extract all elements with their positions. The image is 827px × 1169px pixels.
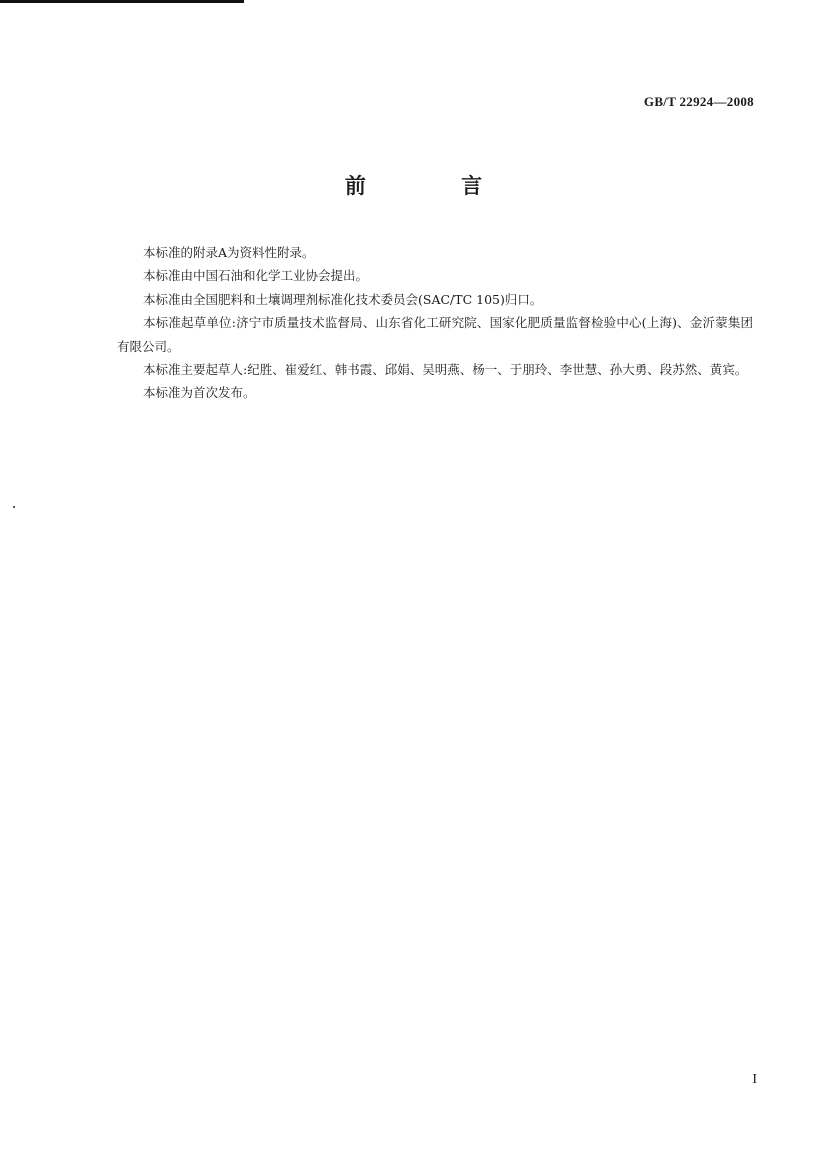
foreword-body [117, 241, 753, 405]
paragraph-proposer: 本标准由中国石油和化学工业协会提出。 [143, 268, 369, 284]
standard-code: GB/T 22924—2008 [643, 94, 754, 109]
paragraph-drafters: 本标准主要起草人:纪胜、崔爱红、韩书霞、邱娟、吴明燕、杨一、于朋玲、李世慧、孙大勇、段苏然、黄宾。 [143, 362, 748, 378]
scan-edge-mark [0, 0, 244, 3]
paragraph-committee: 本标准由全国肥料和土壤调理剂标准化技术委员会(SAC/TC 105)归口。 [143, 291, 543, 307]
paragraph-first-release: 本标准为首次发布。 [143, 385, 256, 401]
page-number: I [752, 1072, 757, 1087]
page-title: 前 言 [344, 173, 527, 198]
scan-speck [13, 506, 15, 508]
paragraph-drafting-units: 本标准起草单位:济宁市质量技术监督局、山东省化工研究院、国家化肥质量监督检验中心(上海)、金沂蒙集团有限公司。 [117, 315, 753, 354]
paragraph-annex: 本标准的附录A为资料性附录。 [143, 245, 315, 260]
